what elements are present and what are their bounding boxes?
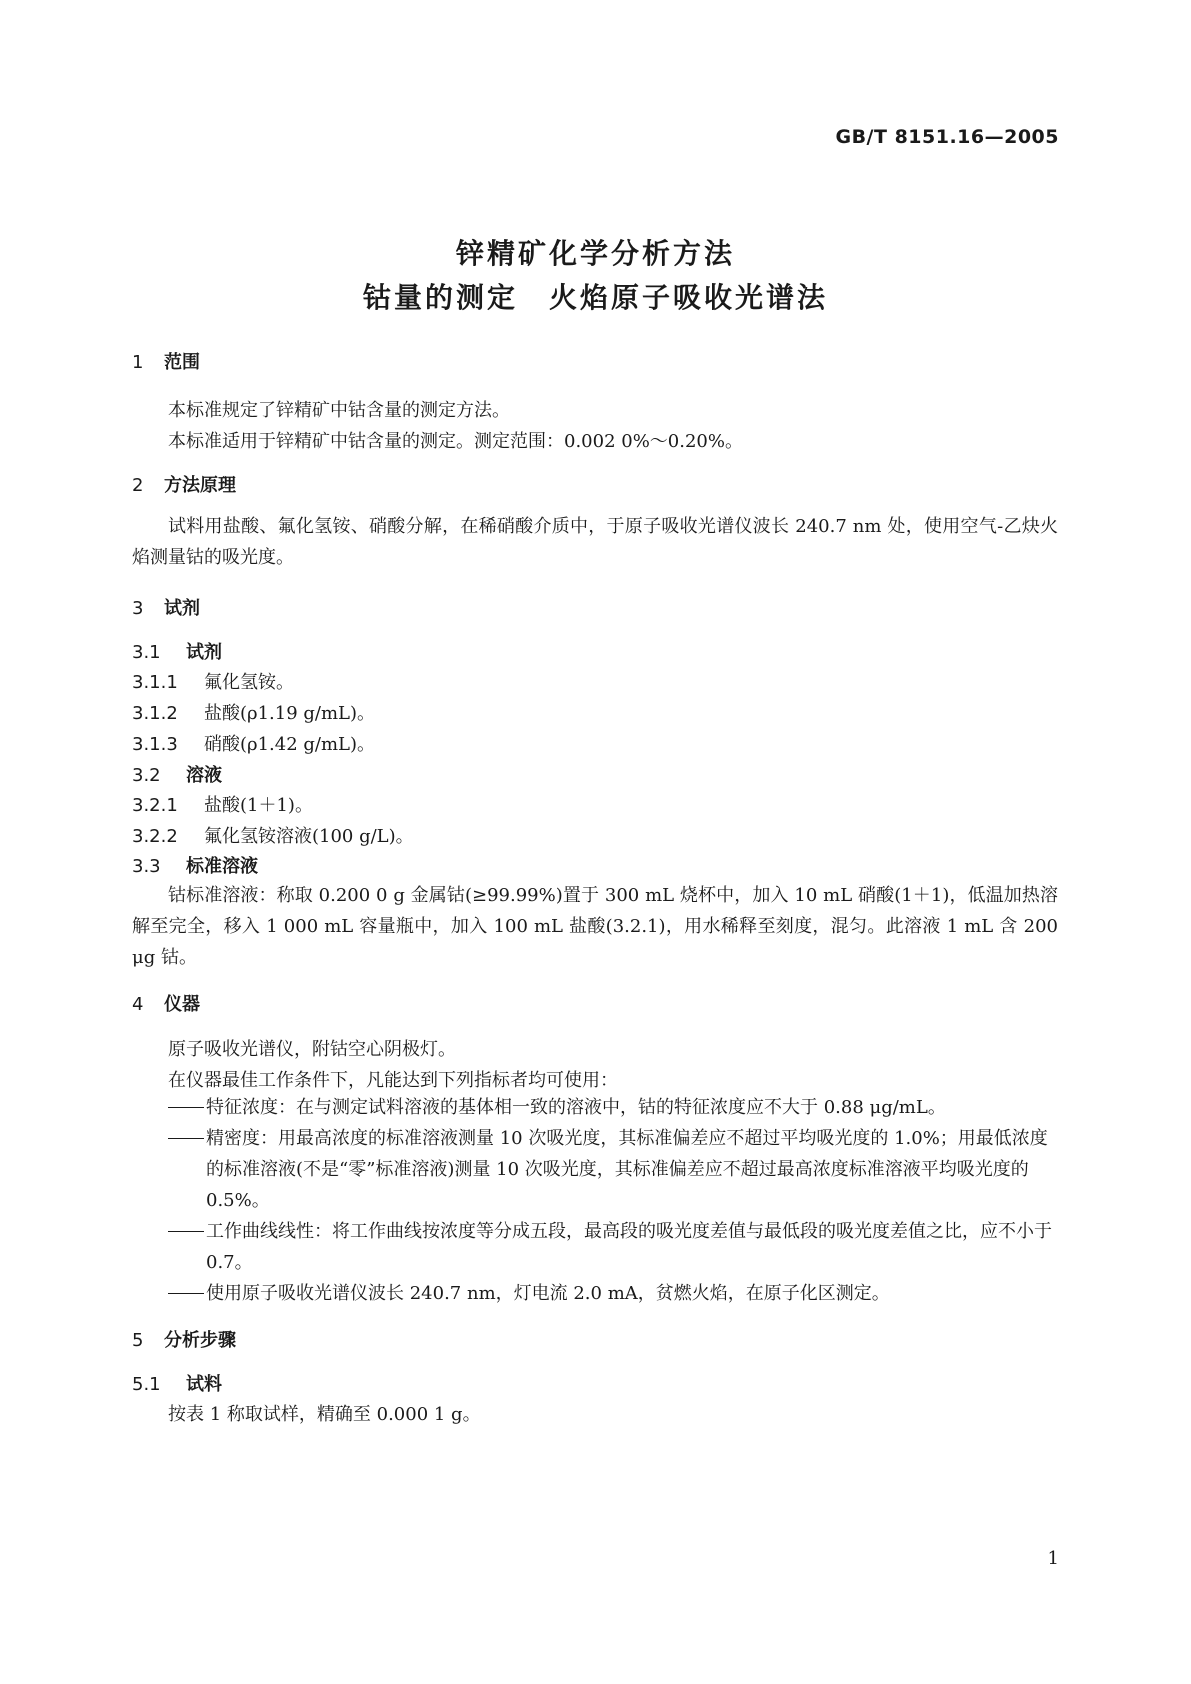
item-number: 3.2.2: [132, 826, 178, 847]
subsection-3-1-heading: [132, 638, 222, 664]
dash-item-2: [168, 1123, 1058, 1216]
standard-code: GB/T 8151.16—2005: [835, 126, 1059, 148]
dash-item-4: [168, 1278, 1058, 1309]
item-number: 3.1.1: [132, 672, 178, 693]
item-3-1-3: [132, 730, 375, 756]
item-3-1-1: [132, 668, 294, 694]
item-number: 3.1.2: [132, 703, 178, 724]
dash-mark: [168, 1293, 204, 1294]
dash-item-text: 特征浓度：在与测定试料溶液的基体相一致的溶液中，钴的特征浓度应不大于 0.88 μg/mL。: [206, 1097, 946, 1118]
section-3-heading: [132, 594, 200, 620]
dash-item-text: 工作曲线线性：将工作曲线按浓度等分成五段，最高段的吸光度差值与最低段的吸光度差值之比，应不小于 0.7。: [206, 1221, 1052, 1273]
section-title: 试剂: [164, 598, 200, 619]
dash-item-text: 使用原子吸收光谱仪波长 240.7 nm，灯电流 2.0 mA，贫燃火焰，在原子化区测定。: [206, 1283, 890, 1304]
item-number: 3.2.1: [132, 795, 178, 816]
section-2-paragraph: 试料用盐酸、氟化氢铵、硝酸分解，在稀硝酸介质中，于原子吸收光谱仪波长 240.7 nm 处，使用空气-乙炔火焰测量钴的吸光度。: [132, 516, 1058, 568]
section-number: 2: [132, 475, 144, 496]
subsection-number: 3.2: [132, 765, 161, 786]
subsection-number: 5.1: [132, 1374, 161, 1395]
section-number: 4: [132, 994, 144, 1015]
dash-mark: [168, 1231, 204, 1232]
dash-mark: [168, 1138, 204, 1139]
section-4-line-1: 原子吸收光谱仪，附钴空心阴极灯。: [168, 1039, 456, 1060]
section-title: 仪器: [164, 994, 200, 1015]
page-number: 1: [1047, 1548, 1059, 1569]
subsection-3-2-heading: [132, 761, 222, 787]
document-title-line2: 钴量的测定 火焰原子吸收光谱法: [362, 281, 828, 314]
item-text: 硝酸(ρ1.42 g/mL)。: [204, 734, 376, 755]
subsection-title: 试料: [186, 1374, 222, 1395]
item-number: 3.1.3: [132, 734, 178, 755]
section-4-heading: [132, 990, 200, 1016]
section-5-heading: [132, 1326, 236, 1352]
item-text: 盐酸(ρ1.19 g/mL)。: [204, 703, 376, 724]
item-text: 氟化氢铵。: [204, 672, 294, 693]
section-title: 范围: [164, 352, 200, 373]
dash-item-text: 精密度：用最高浓度的标准溶液测量 10 次吸光度，其标准偏差应不超过平均吸光度的 1.0%；用最低浓度的标准溶液(不是“零”标准溶液)测量 10 次吸光度，其标准偏差应不超过最高浓度标准溶液平均吸光度的 0.5%。: [206, 1128, 1048, 1211]
dash-item-1: [168, 1092, 1058, 1123]
section-1-paragraph-1: 本标准规定了锌精矿中钴含量的测定方法。: [168, 400, 510, 421]
subsection-3-3-heading: [132, 852, 258, 878]
section-1-paragraph-2: 本标准适用于锌精矿中钴含量的测定。测定范围：0.002 0%～0.20%。: [168, 431, 743, 452]
dash-item-3: [168, 1216, 1058, 1278]
subsection-title: 试剂: [186, 642, 222, 663]
section-5-line-1: 按表 1 称取试样，精确至 0.000 1 g。: [168, 1404, 481, 1425]
subsection-5-1-heading: [132, 1370, 222, 1396]
section-2-heading: [132, 471, 236, 497]
section-title: 分析步骤: [164, 1330, 236, 1351]
subsection-number: 3.3: [132, 856, 161, 877]
item-3-1-2: [132, 699, 375, 725]
document-title-line1: 锌精矿化学分析方法: [455, 237, 735, 270]
subsection-title: 溶液: [186, 765, 222, 786]
section-title: 方法原理: [164, 475, 236, 496]
section-4-line-2: 在仪器最佳工作条件下，凡能达到下列指标者均可使用：: [168, 1070, 618, 1091]
item-text: 盐酸(1＋1)。: [204, 795, 313, 816]
subsection-number: 3.1: [132, 642, 161, 663]
item-text: 氟化氢铵溶液(100 g/L)。: [204, 826, 414, 847]
section-number: 3: [132, 598, 144, 619]
section-number: 5: [132, 1330, 144, 1351]
section-1-heading: [132, 348, 200, 374]
item-3-2-1: [132, 791, 313, 817]
item-3-2-2: [132, 822, 414, 848]
subsection-title: 标准溶液: [186, 856, 258, 877]
dash-mark: [168, 1107, 204, 1108]
subsection-3-3-paragraph: 钴标准溶液：称取 0.200 0 g 金属钴(≥99.99%)置于 300 mL 烧杯中，加入 10 mL 硝酸(1＋1)，低温加热溶解至完全，移入 1 000 mL 容量瓶中，加入 100 mL 盐酸(3.2.1)，用水稀释至刻度，混匀。此溶液 1 mL 含 200 μg 钴。: [132, 885, 1058, 968]
section-number: 1: [132, 352, 144, 373]
